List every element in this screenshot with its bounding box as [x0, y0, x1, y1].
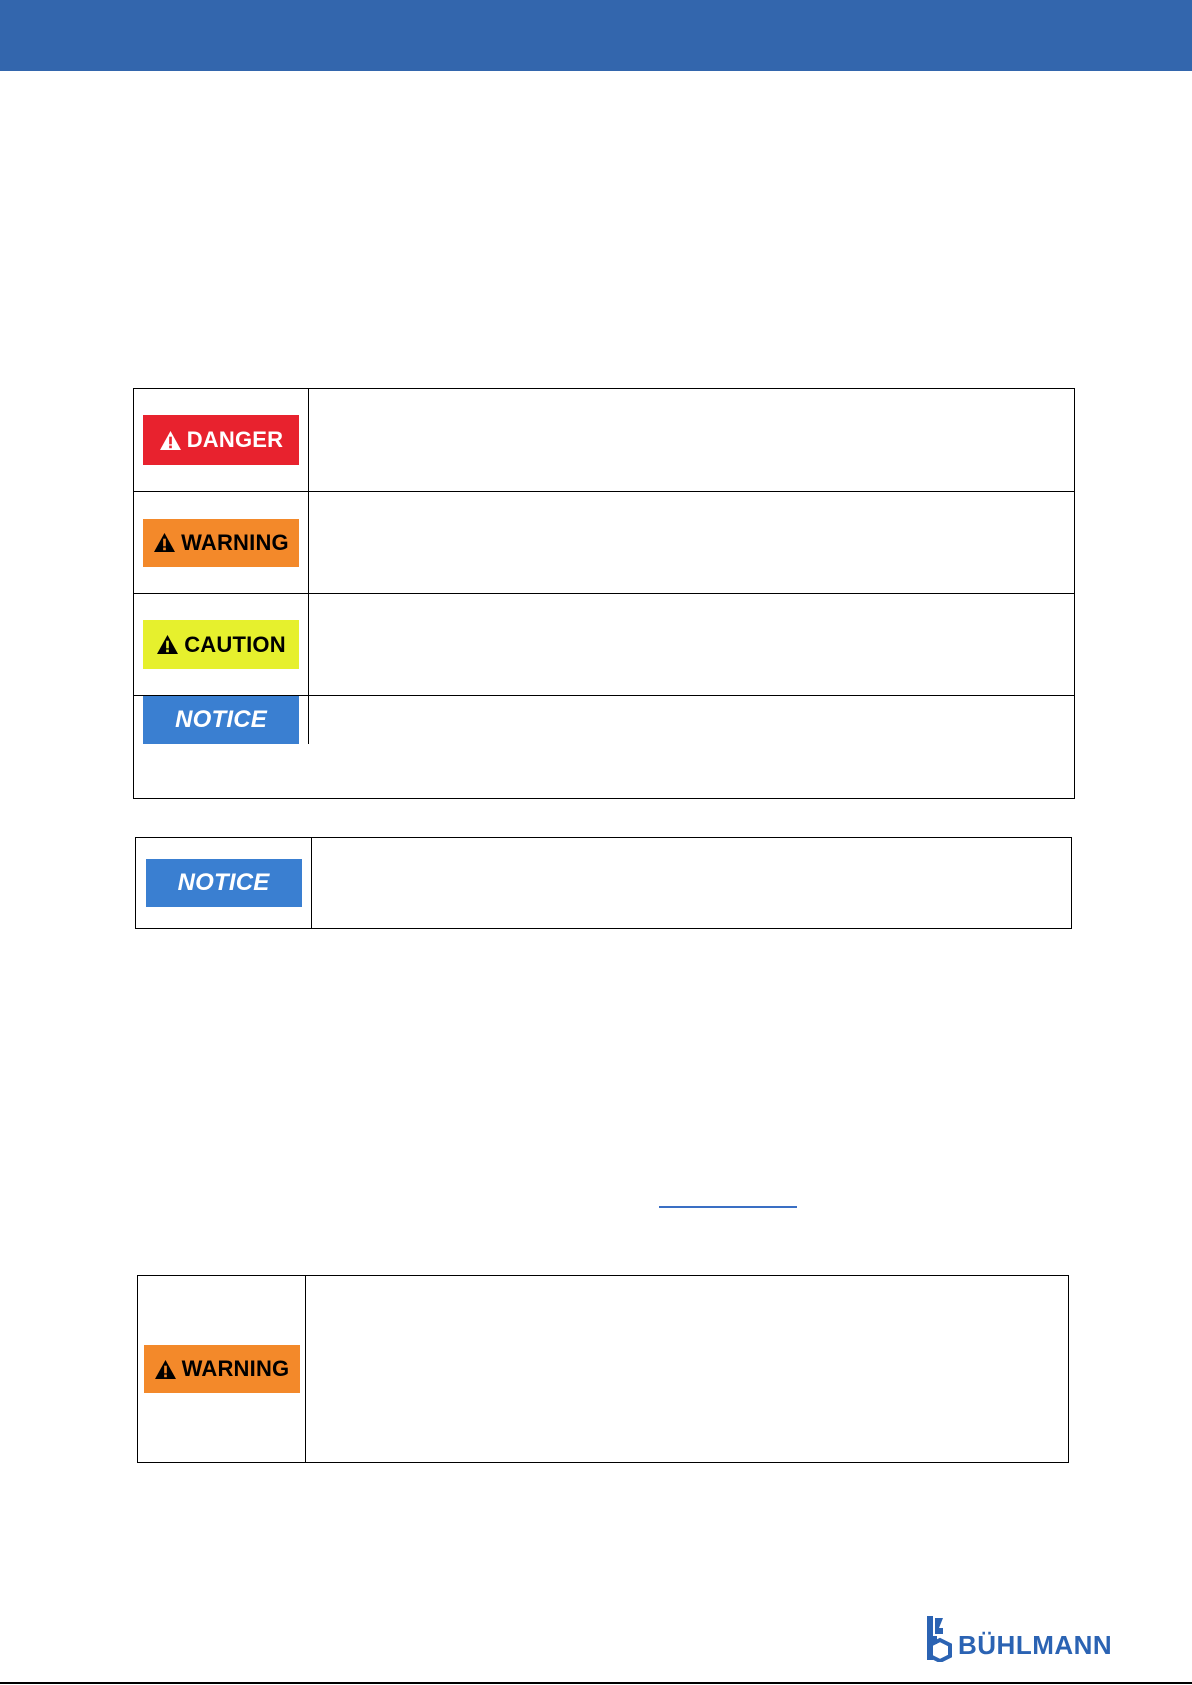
- warning-triangle-icon: [153, 532, 176, 553]
- notice-label: NOTICE: [146, 859, 302, 907]
- logo-text: BÜHLMANN: [958, 1630, 1113, 1660]
- notice-label: NOTICE: [143, 696, 299, 744]
- warning-box: [137, 1275, 1069, 1463]
- buhlmann-logo: [924, 1614, 1112, 1662]
- signal-words-table: [133, 388, 1075, 799]
- table-row-caution: [134, 593, 1074, 695]
- table-row-warning: [134, 491, 1074, 593]
- table-row-danger: [134, 389, 1074, 491]
- buhlmann-logo-icon: [924, 1614, 954, 1662]
- caution-label: CAUTION: [143, 620, 299, 669]
- header-bar: [0, 0, 1192, 71]
- danger-label: DANGER: [143, 415, 299, 465]
- warning-triangle-icon: [159, 430, 182, 451]
- footer-rule: [0, 1682, 1192, 1684]
- warning-triangle-icon: [156, 634, 179, 655]
- warning-triangle-icon: [154, 1359, 177, 1380]
- warning-label: WARNING: [143, 519, 299, 567]
- link-underline[interactable]: [659, 1206, 797, 1208]
- notice-box: [135, 837, 1072, 929]
- warning-label: WARNING: [144, 1345, 300, 1393]
- table-row-notice: [134, 695, 1074, 744]
